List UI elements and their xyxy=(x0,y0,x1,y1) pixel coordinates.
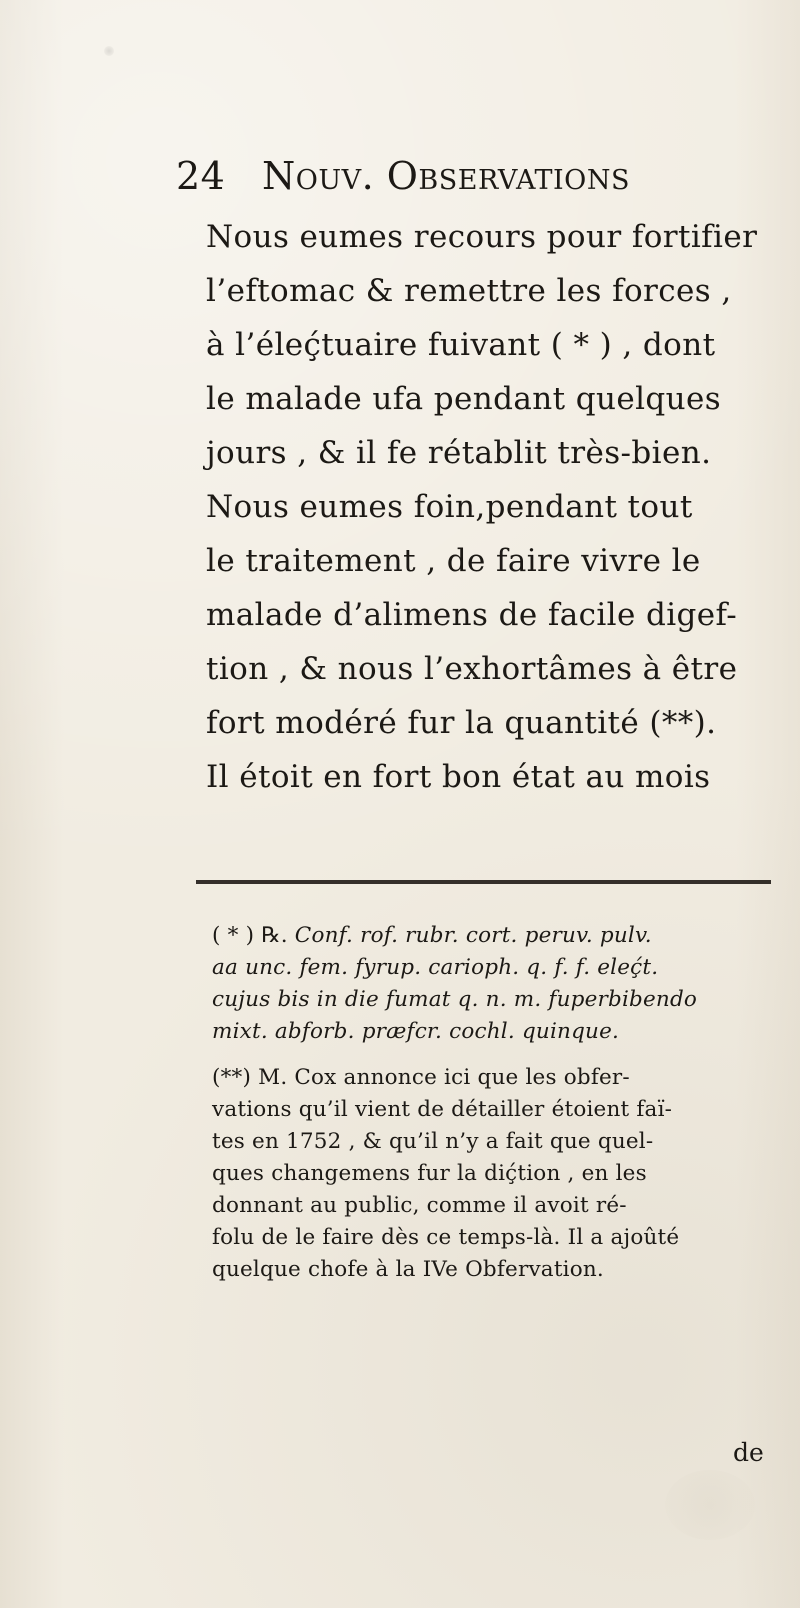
catchword: de xyxy=(733,1438,764,1467)
footnote-1-text: Conf. rof. rubr. cort. peruv. pulv. xyxy=(294,923,652,948)
footnote-1-line: mixt. abforb. præfcr. cochl. quinque. xyxy=(212,1019,620,1044)
footnote-2-line: (**) M. Cox annonce ici que les obfer- xyxy=(212,1065,630,1090)
main-line: fort modéré fur la quantité (**). xyxy=(206,705,717,741)
main-line: Il étoit en fort bon état au mois xyxy=(206,759,711,795)
page-header xyxy=(176,150,736,202)
running-title: Nouv. Observations xyxy=(261,154,630,198)
footnote-2-line: ques changemens fur la diḉtion , en les xyxy=(212,1161,647,1186)
main-text xyxy=(206,210,758,804)
footnote-1-marker: ( * ) ℞. xyxy=(212,923,288,948)
footnote-2-line: vations qu’il vient de détailler étoient faï- xyxy=(212,1097,673,1122)
page-number: 24 xyxy=(176,154,226,198)
main-line: malade d’alimens de facile digef- xyxy=(206,597,738,633)
main-line: Nous eumes recours pour fortifier xyxy=(206,219,758,255)
main-line: le traitement , de faire vivre le xyxy=(206,543,701,579)
footnote-gap xyxy=(212,1048,777,1062)
footnote-1-line xyxy=(212,920,777,952)
main-line: tion , & nous l’exhortâmes à être xyxy=(206,651,738,687)
main-line: le malade ufa pendant quelques xyxy=(206,381,722,417)
footnote-separator-rule xyxy=(196,880,771,884)
footnote-2-line: folu de le faire dès ce temps-là. Il a ajoûté xyxy=(212,1225,680,1250)
footnote-1-line: aa unc. fem. fyrup. carioph. q. f. f. eleḉt. xyxy=(212,955,659,980)
main-line: Nous eumes foin,pendant tout xyxy=(206,489,693,525)
paper-stain xyxy=(665,1470,755,1540)
paper-speck xyxy=(104,46,114,56)
main-line: l’eftomac & remettre les forces , xyxy=(206,273,732,309)
footnote-2-line: donnant au public, comme il avoit ré- xyxy=(212,1193,627,1218)
footnotes xyxy=(212,920,777,1286)
main-line: à l’éleḉtuaire fuivant ( * ) , dont xyxy=(206,327,716,363)
footnote-2-line: tes en 1752 , & qu’il n’y a fait que quel- xyxy=(212,1129,654,1154)
main-line: jours , & il fe rétablit très-bien. xyxy=(206,435,712,471)
footnote-2-line: quelque chofe à la IVe Obfervation. xyxy=(212,1257,604,1282)
footnote-1-line: cujus bis in die fumat q. n. m. fuperbibendo xyxy=(212,987,698,1012)
